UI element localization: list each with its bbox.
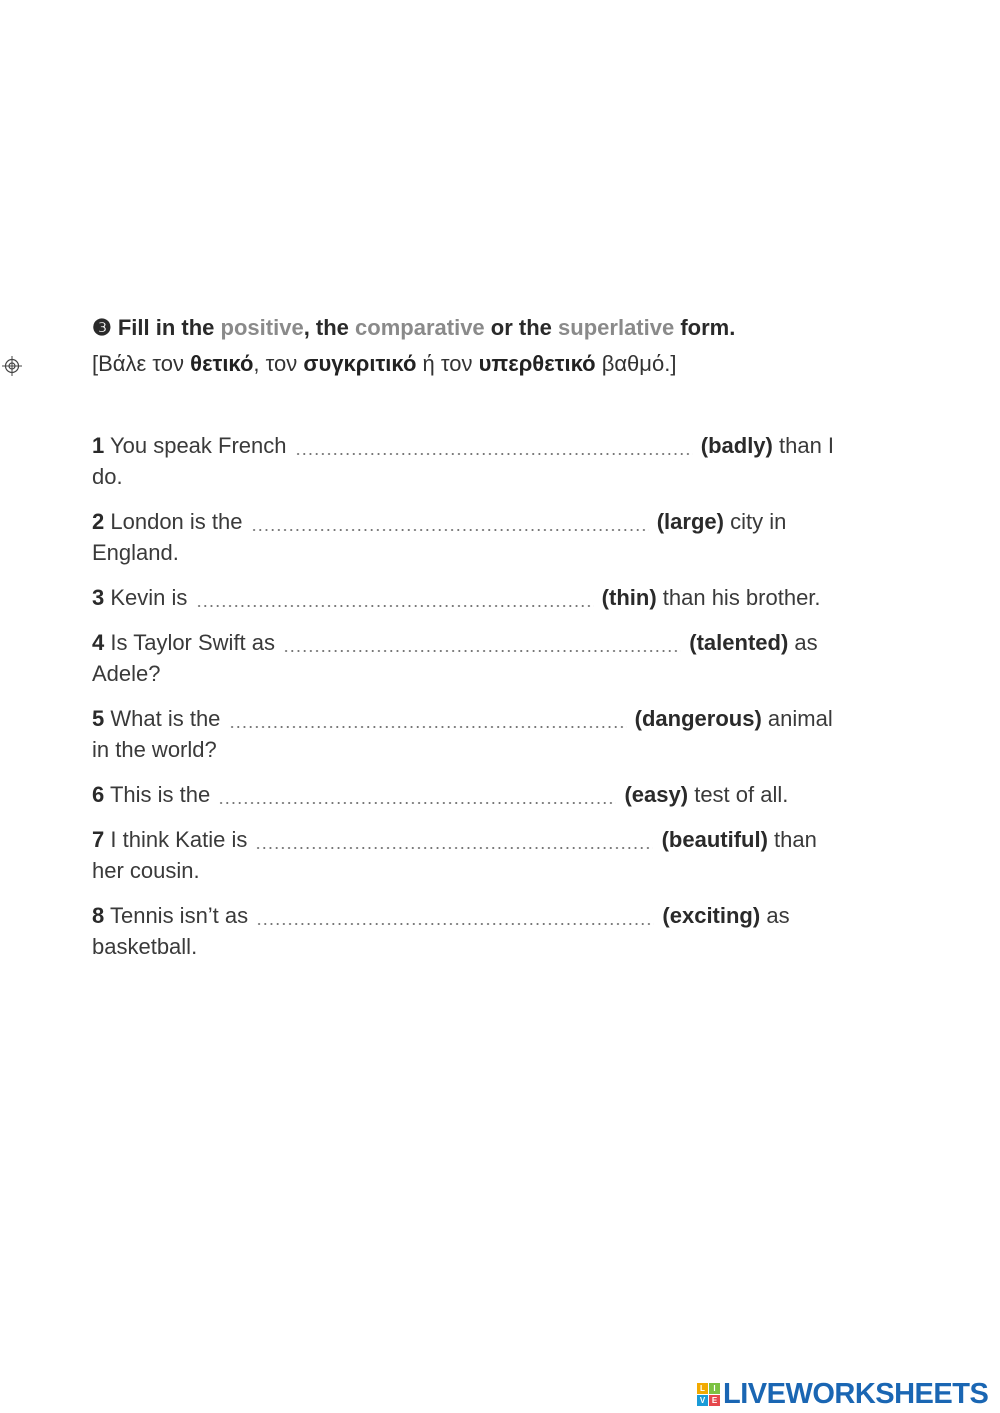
liveworksheets-logo xyxy=(697,1378,988,1410)
item-text-after: than her cousin. xyxy=(92,827,817,883)
item-text-before: I think Katie is xyxy=(110,827,248,852)
item-hint: (thin) xyxy=(601,585,657,610)
exercise-item-2 xyxy=(92,506,852,568)
answer-input-8[interactable] xyxy=(256,902,654,930)
exercise-item-1 xyxy=(92,430,852,492)
greek-yperthetiko: υπερθετικό xyxy=(478,351,596,376)
exercise-item-4 xyxy=(92,627,852,689)
greek-text-2: , τον xyxy=(253,351,298,376)
item-hint: (large) xyxy=(656,509,724,534)
item-number: 4 xyxy=(92,630,105,655)
item-hint: (beautiful) xyxy=(661,827,768,852)
greek-sygkritiko: συγκριτικό xyxy=(303,351,417,376)
greek-thetiko: θετικό xyxy=(190,351,254,376)
item-text-before: This is the xyxy=(109,782,211,807)
item-hint: (dangerous) xyxy=(634,706,762,731)
exercise-number-icon: ❸ xyxy=(92,315,112,340)
item-number: 6 xyxy=(92,782,105,807)
answer-input-3[interactable] xyxy=(196,584,594,612)
item-text-after: as basketball. xyxy=(92,903,790,959)
item-hint: (badly) xyxy=(700,433,773,458)
exercise-item-6 xyxy=(92,779,852,810)
answer-input-1[interactable] xyxy=(295,432,693,460)
item-text-after: than his brother. xyxy=(662,585,821,610)
logo-letter-l: L xyxy=(697,1383,708,1394)
logo-text: LIVEWORKSHEETS xyxy=(723,1377,989,1410)
item-text-before: Is Taylor Swift as xyxy=(110,630,276,655)
item-text-after: animal in the world? xyxy=(92,706,833,762)
item-text-before: What is the xyxy=(110,706,221,731)
instruction-text-3: or the xyxy=(490,315,552,340)
instruction-comparative: comparative xyxy=(355,315,485,340)
instruction-superlative: superlative xyxy=(558,315,675,340)
item-number: 3 xyxy=(92,585,105,610)
item-text-before: Tennis isn’t as xyxy=(109,903,249,928)
exercise-instruction xyxy=(92,313,872,343)
item-text-before: You speak French xyxy=(109,433,287,458)
item-text-after: city in England. xyxy=(92,509,787,565)
answer-input-5[interactable] xyxy=(229,705,627,733)
instruction-text-4: form. xyxy=(680,315,736,340)
item-number: 5 xyxy=(92,706,105,731)
item-number: 7 xyxy=(92,827,105,852)
item-text-before: London is the xyxy=(110,509,243,534)
item-number: 8 xyxy=(92,903,105,928)
exercise-instruction-greek xyxy=(92,349,872,379)
logo-letter-v: V xyxy=(697,1395,708,1406)
item-text-before: Kevin is xyxy=(110,585,188,610)
greek-text-3: ή τον xyxy=(422,351,473,376)
item-text-after: than I do. xyxy=(92,433,835,489)
exercise-item-8 xyxy=(92,900,852,962)
instruction-positive: positive xyxy=(220,315,304,340)
logo-squares-icon xyxy=(697,1383,720,1406)
exercise-item-3 xyxy=(92,582,852,613)
answer-input-4[interactable] xyxy=(283,629,681,657)
greek-text-4: βαθμό.] xyxy=(601,351,677,376)
registration-mark-icon xyxy=(2,356,22,376)
item-number: 2 xyxy=(92,509,105,534)
instruction-text-2: , the xyxy=(303,315,349,340)
exercise-items xyxy=(92,430,852,976)
item-hint: (exciting) xyxy=(662,903,761,928)
greek-text-1: [Βάλε τον xyxy=(92,351,185,376)
item-hint: (easy) xyxy=(624,782,689,807)
item-hint: (talented) xyxy=(689,630,789,655)
exercise-item-7 xyxy=(92,824,852,886)
logo-letter-i: I xyxy=(709,1383,720,1394)
exercise-item-5 xyxy=(92,703,852,765)
item-text-after: test of all. xyxy=(694,782,789,807)
instruction-text-1: Fill in the xyxy=(117,315,215,340)
item-number: 1 xyxy=(92,433,105,458)
answer-input-7[interactable] xyxy=(255,826,653,854)
answer-input-6[interactable] xyxy=(218,781,616,809)
logo-letter-e: E xyxy=(709,1395,720,1406)
item-text-after: as Adele? xyxy=(92,630,818,686)
answer-input-2[interactable] xyxy=(251,508,649,536)
